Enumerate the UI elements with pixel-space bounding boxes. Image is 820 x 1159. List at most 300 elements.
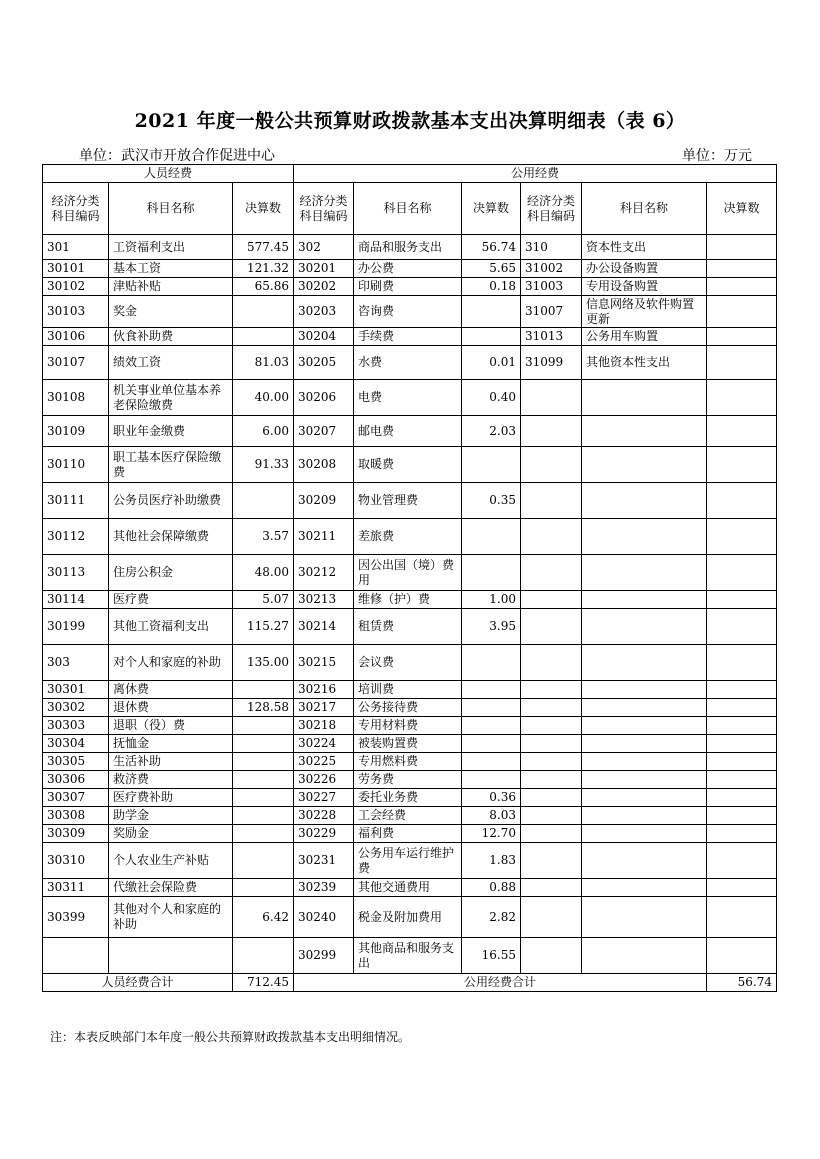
item-amount: 81.03 [233,346,294,380]
item-amount [707,328,777,346]
table-row [43,447,777,483]
item-code: 301 [43,235,109,260]
item-name: 委托业务费 [354,789,462,807]
item-code: 30226 [294,771,354,789]
item-name: 代缴社会保险费 [109,879,233,897]
item-name [582,938,707,974]
table-row [43,681,777,699]
item-name [582,555,707,591]
item-amount: 115.27 [233,609,294,645]
item-amount [707,771,777,789]
item-amount: 56.74 [462,235,521,260]
group-header-personnel: 人员经费 [43,165,294,183]
item-name [582,380,707,416]
unit-organization: 单位：武汉市开放合作促进中心 [79,148,275,164]
item-code [521,825,582,843]
item-name [582,447,707,483]
item-amount [462,753,521,771]
item-name: 职业年金缴费 [109,416,233,447]
item-amount [462,699,521,717]
item-name [582,416,707,447]
item-amount [707,416,777,447]
item-amount: 2.82 [462,897,521,938]
item-amount [707,380,777,416]
item-code: 30305 [43,753,109,771]
item-code [521,753,582,771]
item-name: 办公费 [354,260,462,278]
item-code [521,519,582,555]
item-amount [707,278,777,296]
item-name: 因公出国（境）费用 [354,555,462,591]
item-code: 30102 [43,278,109,296]
item-amount [462,328,521,346]
table-row [43,416,777,447]
item-name: 助学金 [109,807,233,825]
item-amount [462,555,521,591]
item-amount [462,645,521,681]
table-row [43,555,777,591]
item-code: 30309 [43,825,109,843]
item-code: 31003 [521,278,582,296]
item-name: 公务用车购置 [582,328,707,346]
item-code: 30214 [294,609,354,645]
item-amount: 0.35 [462,483,521,519]
item-name [582,843,707,879]
item-name: 职工基本医疗保险缴费 [109,447,233,483]
page-title: 2021 年度一般公共预算财政拨款基本支出决算明细表（表 6） [134,110,686,132]
item-name: 电费 [354,380,462,416]
item-name: 手续费 [354,328,462,346]
item-amount: 135.00 [233,645,294,681]
item-code: 30112 [43,519,109,555]
item-name: 福利费 [354,825,462,843]
table-row [43,938,777,974]
personnel-total-label: 人员经费合计 [43,974,233,992]
item-code: 30111 [43,483,109,519]
item-name: 邮电费 [354,416,462,447]
item-code: 303 [43,645,109,681]
item-code: 30211 [294,519,354,555]
item-amount: 577.45 [233,235,294,260]
item-amount [707,735,777,753]
item-name [109,938,233,974]
table-row [43,645,777,681]
item-code [521,483,582,519]
item-code: 30113 [43,555,109,591]
item-name: 公务员医疗补助缴费 [109,483,233,519]
item-name: 印刷费 [354,278,462,296]
item-amount [707,699,777,717]
item-code: 30218 [294,717,354,735]
item-amount: 0.01 [462,346,521,380]
item-amount [462,717,521,735]
item-name: 劳务费 [354,771,462,789]
item-amount: 91.33 [233,447,294,483]
item-amount [707,260,777,278]
item-amount [707,879,777,897]
item-code: 31007 [521,296,582,328]
item-name: 基本工资 [109,260,233,278]
item-code: 30209 [294,483,354,519]
item-amount [462,519,521,555]
item-name: 其他社会保障缴费 [109,519,233,555]
item-code: 30199 [43,609,109,645]
item-code: 30216 [294,681,354,699]
item-code [521,609,582,645]
item-code: 30240 [294,897,354,938]
item-name [582,771,707,789]
item-amount [707,789,777,807]
item-name: 培训费 [354,681,462,699]
item-name: 其他交通费用 [354,879,462,897]
table-row [43,328,777,346]
item-amount: 40.00 [233,380,294,416]
item-name: 公务接待费 [354,699,462,717]
unit-currency: 单位：万元 [682,148,752,164]
item-name: 维修（护）费 [354,591,462,609]
item-name: 生活补助 [109,753,233,771]
item-code: 30239 [294,879,354,897]
public-total-label: 公用经费合计 [294,974,707,992]
table-row [43,296,777,328]
item-code [521,681,582,699]
item-amount [462,681,521,699]
item-amount: 0.18 [462,278,521,296]
item-code [521,699,582,717]
item-code: 30399 [43,897,109,938]
item-name: 其他对个人和家庭的补助 [109,897,233,938]
item-name: 专用材料费 [354,717,462,735]
item-code: 30203 [294,296,354,328]
item-name: 伙食补助费 [109,328,233,346]
table-row [43,789,777,807]
item-name: 津贴补贴 [109,278,233,296]
table-row [43,717,777,735]
item-name: 奖金 [109,296,233,328]
item-name: 机关事业单位基本养老保险缴费 [109,380,233,416]
item-amount [707,807,777,825]
item-name [582,789,707,807]
item-name: 办公设备购置 [582,260,707,278]
item-amount: 121.32 [233,260,294,278]
item-name: 退休费 [109,699,233,717]
item-amount [462,447,521,483]
item-code: 30224 [294,735,354,753]
item-name: 退职（役）费 [109,717,233,735]
item-amount [707,235,777,260]
item-name [582,735,707,753]
item-name: 其他商品和服务支出 [354,938,462,974]
item-amount [707,843,777,879]
item-name: 其他工资福利支出 [109,609,233,645]
item-amount: 128.58 [233,699,294,717]
item-code: 30229 [294,825,354,843]
item-code: 30201 [294,260,354,278]
item-amount: 0.36 [462,789,521,807]
item-code: 30310 [43,843,109,879]
item-amount: 2.03 [462,416,521,447]
item-name: 其他资本性支出 [582,346,707,380]
item-amount [233,753,294,771]
item-code [521,771,582,789]
item-name: 专用设备购置 [582,278,707,296]
item-amount [462,771,521,789]
item-name: 资本性支出 [582,235,707,260]
item-name: 工会经费 [354,807,462,825]
item-code: 30206 [294,380,354,416]
item-amount: 3.95 [462,609,521,645]
item-amount [707,296,777,328]
item-amount [707,609,777,645]
item-amount [233,843,294,879]
item-code [521,555,582,591]
item-amount: 5.65 [462,260,521,278]
item-code [521,843,582,879]
item-name: 救济费 [109,771,233,789]
item-code: 30101 [43,260,109,278]
item-amount: 6.00 [233,416,294,447]
col-header-code: 经济分类科目编码 [43,183,109,235]
item-name: 信息网络及软件购置更新 [582,296,707,328]
item-name [582,753,707,771]
item-code: 30205 [294,346,354,380]
item-name: 绩效工资 [109,346,233,380]
item-name [582,807,707,825]
item-code: 30301 [43,681,109,699]
item-name: 住房公积金 [109,555,233,591]
item-code: 30215 [294,645,354,681]
item-name: 物业管理费 [354,483,462,519]
item-code [43,938,109,974]
item-amount [233,717,294,735]
table-row [43,735,777,753]
table-row [43,278,777,296]
item-code: 31013 [521,328,582,346]
item-name: 会议费 [354,645,462,681]
item-code: 30110 [43,447,109,483]
item-amount [233,771,294,789]
item-code: 30311 [43,879,109,897]
item-code: 30213 [294,591,354,609]
item-amount [707,519,777,555]
item-name [582,645,707,681]
item-amount [233,296,294,328]
item-name: 差旅费 [354,519,462,555]
item-name: 医疗费 [109,591,233,609]
item-amount [233,681,294,699]
table-row [43,260,777,278]
item-name: 工资福利支出 [109,235,233,260]
item-code [521,938,582,974]
item-code [521,735,582,753]
col-header-name: 科目名称 [109,183,233,235]
item-name: 离休费 [109,681,233,699]
item-code: 310 [521,235,582,260]
item-name: 医疗费补助 [109,789,233,807]
item-name: 水费 [354,346,462,380]
item-code: 31002 [521,260,582,278]
item-name: 租赁费 [354,609,462,645]
item-code [521,416,582,447]
item-code: 30204 [294,328,354,346]
item-name [582,717,707,735]
item-code: 30304 [43,735,109,753]
item-code [521,591,582,609]
item-amount: 1.83 [462,843,521,879]
item-amount: 16.55 [462,938,521,974]
item-code: 30202 [294,278,354,296]
group-header-public: 公用经费 [294,165,777,183]
item-amount [462,296,521,328]
col-header-name: 科目名称 [354,183,462,235]
item-amount [707,825,777,843]
item-name: 个人农业生产补贴 [109,843,233,879]
item-code: 30299 [294,938,354,974]
totals-row [43,974,777,992]
item-name: 被装购置费 [354,735,462,753]
expenditure-table [42,164,777,992]
item-code: 30107 [43,346,109,380]
col-header-amount: 决算数 [233,183,294,235]
item-amount [233,789,294,807]
item-amount [707,591,777,609]
item-amount [233,483,294,519]
item-amount: 12.70 [462,825,521,843]
item-name: 对个人和家庭的补助 [109,645,233,681]
item-name: 税金及附加费用 [354,897,462,938]
item-amount: 5.07 [233,591,294,609]
item-code: 30306 [43,771,109,789]
item-amount [707,645,777,681]
item-name: 取暖费 [354,447,462,483]
item-code: 30207 [294,416,354,447]
table-row [43,807,777,825]
col-header-code: 经济分类科目编码 [521,183,582,235]
item-amount [707,483,777,519]
table-row [43,879,777,897]
item-code: 30108 [43,380,109,416]
item-code [521,717,582,735]
item-amount: 0.40 [462,380,521,416]
item-name [582,699,707,717]
item-amount: 3.57 [233,519,294,555]
item-code: 30302 [43,699,109,717]
item-code: 30114 [43,591,109,609]
item-amount: 1.00 [462,591,521,609]
item-amount [707,346,777,380]
item-name: 奖励金 [109,825,233,843]
table-row [43,753,777,771]
item-code: 30308 [43,807,109,825]
table-row [43,346,777,380]
item-code: 30208 [294,447,354,483]
table-row [43,380,777,416]
table-row [43,843,777,879]
item-code: 30106 [43,328,109,346]
item-name [582,681,707,699]
col-header-amount: 决算数 [707,183,777,235]
item-name: 商品和服务支出 [354,235,462,260]
item-amount [707,447,777,483]
table-row [43,897,777,938]
item-amount [707,938,777,974]
item-amount [233,328,294,346]
table-row [43,591,777,609]
item-name: 公务用车运行维护费 [354,843,462,879]
personnel-total-value: 712.45 [233,974,294,992]
item-amount: 0.88 [462,879,521,897]
item-code: 30109 [43,416,109,447]
item-code: 30227 [294,789,354,807]
item-code [521,380,582,416]
col-header-amount: 决算数 [462,183,521,235]
item-name [582,591,707,609]
item-amount [707,681,777,699]
item-name: 咨询费 [354,296,462,328]
item-code: 30228 [294,807,354,825]
item-name [582,879,707,897]
item-code [521,447,582,483]
item-name [582,897,707,938]
item-name [582,609,707,645]
item-code: 302 [294,235,354,260]
item-amount [233,735,294,753]
item-amount [707,753,777,771]
table-row [43,609,777,645]
table-row [43,825,777,843]
item-name [582,483,707,519]
item-code [521,645,582,681]
item-amount [233,825,294,843]
item-amount: 48.00 [233,555,294,591]
item-amount [707,555,777,591]
item-code: 31099 [521,346,582,380]
item-name: 专用燃料费 [354,753,462,771]
item-code: 30303 [43,717,109,735]
table-row [43,483,777,519]
item-amount [707,897,777,938]
item-name [582,519,707,555]
col-header-code: 经济分类科目编码 [294,183,354,235]
item-amount [233,807,294,825]
item-amount [707,717,777,735]
item-code: 30307 [43,789,109,807]
item-code [521,807,582,825]
public-total-value: 56.74 [707,974,777,992]
item-amount: 6.42 [233,897,294,938]
table-row [43,699,777,717]
item-amount: 8.03 [462,807,521,825]
item-code: 30225 [294,753,354,771]
item-code: 30217 [294,699,354,717]
table-note: 注：本表反映部门本年度一般公共预算财政拨款基本支出明细情况。 [50,1030,411,1044]
item-code: 30231 [294,843,354,879]
item-amount [462,735,521,753]
col-header-name: 科目名称 [582,183,707,235]
table-row [43,519,777,555]
item-code [521,789,582,807]
item-amount [233,879,294,897]
table-row [43,771,777,789]
item-amount: 65.86 [233,278,294,296]
item-name: 抚恤金 [109,735,233,753]
item-code [521,897,582,938]
item-amount [233,938,294,974]
table-row [43,235,777,260]
item-code: 30103 [43,296,109,328]
item-name [582,825,707,843]
item-code: 30212 [294,555,354,591]
